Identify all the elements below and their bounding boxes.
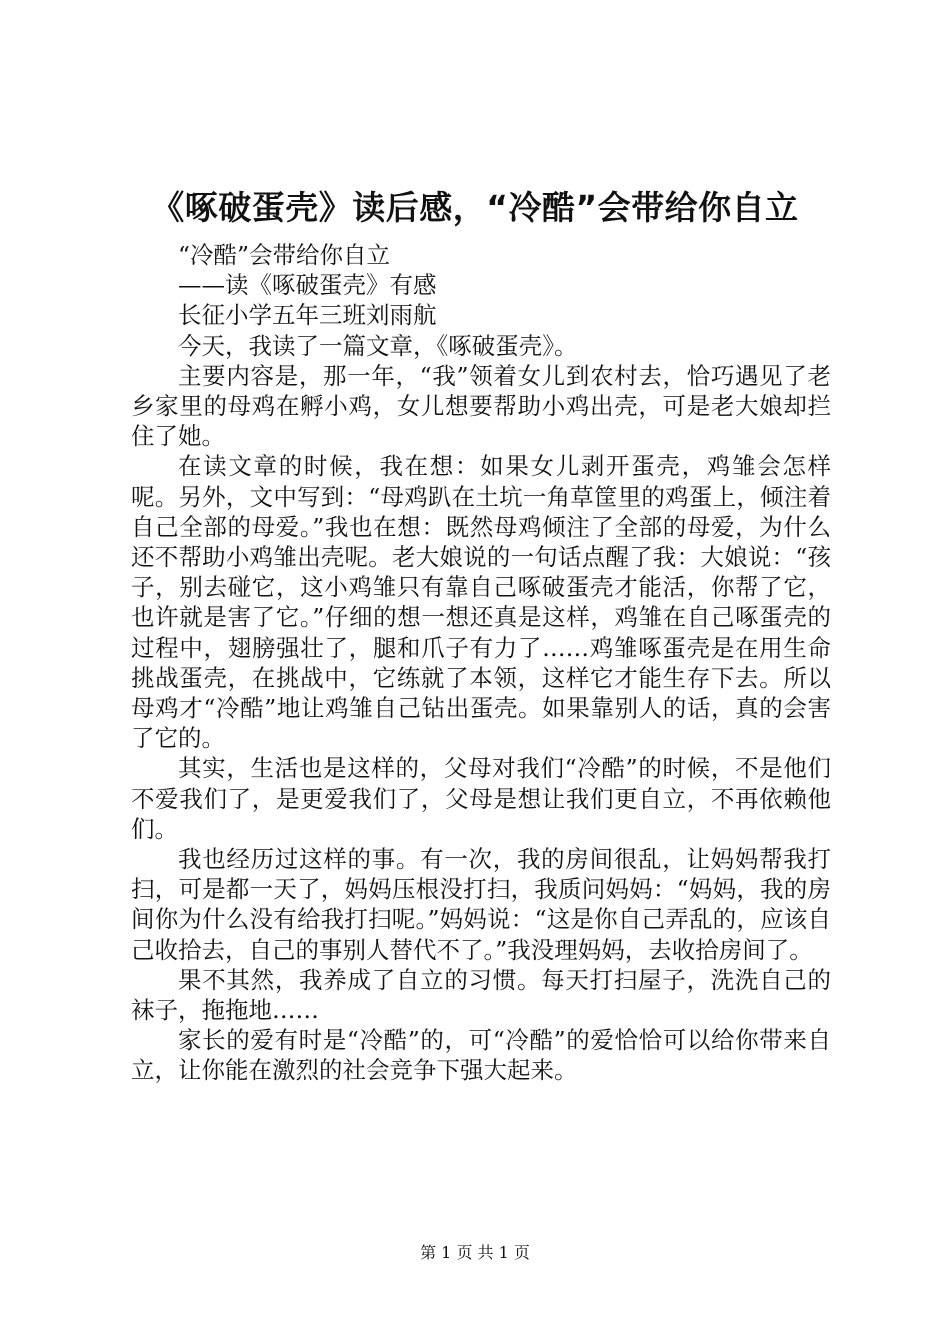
subtitle-line: “冷酷”会带给你自立 — [178, 241, 391, 269]
body-paragraph: 今天，我读了一篇文章，《啄破蛋壳》。 — [178, 331, 578, 360]
body-paragraph: 主要内容是，那一年，“我”领着女儿到农村去，恰巧遇见了老乡家里的母鸡在孵小鸡，女儿想要帮助小鸡出壳，可是老大娘却拦住了她。 — [131, 361, 831, 451]
body-paragraph: 其实，生活也是这样的，父母对我们“冷酷”的时候，不是他们不爱我们了，是更爱我们了，父母是想让我们更自立，不再依赖他们。 — [131, 754, 831, 843]
body-paragraph: 我也经历过这样的事。有一次，我的房间很乱，让妈妈帮我打扫，可是都一天了，妈妈压根没打扫，我质问妈妈：“妈妈，我的房间你为什么没有给我打扫呢。”妈妈说：“这是你自己弄乱的，应该自己收拾去，自己的事别人替代不了。”我没理妈妈，去收拾房间了。 — [131, 845, 831, 964]
body-paragraph: 在读文章的时候，我在想：如果女儿剥开蛋壳，鸡雏会怎样呢。另外，文中写到：“母鸡趴在土坑一角草筐里的鸡蛋上，倾注着自己全部的母爱。”我也在想：既然母鸡倾注了全部的母爱，为什么还不帮助小鸡雏出壳呢。老大娘说的一句话点醒了我：大娘说：“孩子，别去碰它，这小鸡雏只有靠自己啄破蛋壳才能活，你帮了它，也许就是害了它。”仔细的想一想还真是这样，鸡雏在自己啄蛋壳的过程中，翅膀强壮了，腿和爪子有力了……鸡雏啄蛋壳是在用生命挑战蛋壳，在挑战中，它练就了本领，这样它才能生存下去。所以母鸡才“冷酷”地让鸡雏自己钻出蛋壳。如果靠别人的话，真的会害了它的。 — [131, 452, 831, 753]
subtitle-reading-note: ——读《啄破蛋壳》有感 — [178, 271, 437, 300]
page-number-footer: 第 1 页 共 1 页 — [420, 1243, 530, 1262]
document-title: 《啄破蛋壳》读后感，“冷酷”会带给你自立 — [151, 188, 799, 227]
document-body — [131, 240, 831, 1086]
body-paragraph: 家长的爱有时是“冷酷”的，可“冷酷”的爱恰恰可以给你带来自立，让你能在激烈的社会竞争下强大起来。 — [131, 1026, 831, 1085]
author-line: 长征小学五年三班刘雨航 — [178, 301, 437, 330]
body-paragraph: 果不其然，我养成了自立的习惯。每天打扫屋子，洗洗自己的袜子，拖拖地…… — [131, 965, 831, 1025]
